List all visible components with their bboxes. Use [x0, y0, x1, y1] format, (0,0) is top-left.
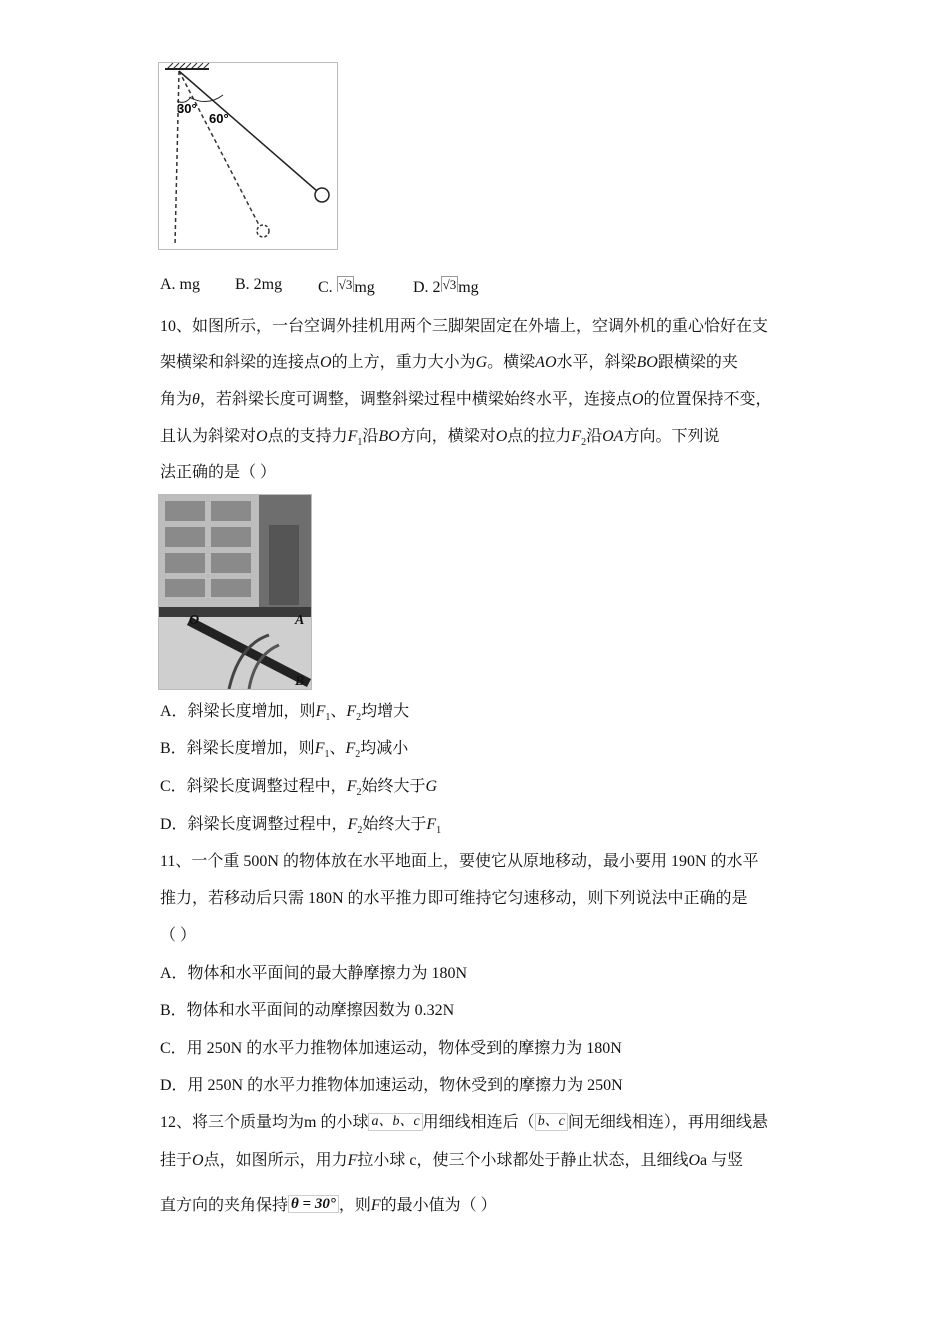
- q12-text: 间无细线相连），再用细线悬: [567, 1114, 768, 1131]
- option-text: 始终大于: [361, 778, 426, 795]
- ac-unit-photo: [159, 495, 311, 689]
- symbol-O: O: [192, 1152, 204, 1169]
- q12-text: 拉小球 c，使三个小球都处于静止状态，且细线: [357, 1152, 689, 1169]
- option-text: 均减小: [360, 740, 409, 757]
- symbol-F: F: [346, 778, 357, 795]
- symbol-F: F: [571, 428, 582, 445]
- q9-option-a: A. mg: [160, 276, 200, 293]
- subscript: 1: [436, 825, 442, 836]
- symbol-BO: BO: [636, 354, 658, 371]
- q12-text: 点，如图所示，用力: [203, 1152, 348, 1169]
- label-O: O: [189, 613, 200, 628]
- q9-option-d-suffix: mg: [458, 279, 479, 296]
- q10-text: 沿: [362, 428, 379, 445]
- q12-text: 挂于: [160, 1152, 193, 1169]
- q11-line1: 11、一个重 500N 的物体放在水平地面上，要使它从原地移动，最小要用 190N 的水平: [160, 853, 759, 870]
- option-text: A．斜梁长度增加，则: [160, 703, 316, 720]
- option-text: 始终大于: [362, 816, 427, 833]
- q10-text: 。横梁: [487, 354, 536, 371]
- symbol-G: G: [475, 354, 488, 371]
- symbol-F: F: [426, 816, 437, 833]
- q12-text: a 与竖: [700, 1152, 744, 1169]
- q9-option-c: [318, 276, 375, 297]
- separator: 、: [330, 703, 347, 720]
- subscript: 2: [581, 437, 587, 448]
- option-text: B．斜梁长度增加，则: [160, 740, 315, 757]
- q9-option-c-prefix: C.: [318, 279, 337, 296]
- label-A: A: [295, 613, 305, 628]
- q10-text: 的位置保持不变，: [643, 391, 772, 408]
- q12-line1: [160, 1112, 768, 1134]
- q11-option-c: C．用 250N 的水平力推物体加速运动，物体受到的摩擦力为 180N: [160, 1040, 622, 1057]
- symbol-O: O: [631, 391, 644, 408]
- q12-text: 直方向的夹角保持: [160, 1197, 289, 1214]
- q11-option-b: B．物体和水平面间的动摩擦因数为 0.32N: [160, 1002, 455, 1019]
- symbol-F: F: [347, 428, 358, 445]
- q9-option-b: B. 2mg: [235, 276, 283, 293]
- symbol-OA: OA: [602, 428, 624, 445]
- q12-line2: [160, 1150, 743, 1172]
- balls-abc-image: a、b、c: [368, 1113, 422, 1131]
- q11-line3: （ ）: [160, 927, 197, 944]
- theta-30-image: θ = 30°: [288, 1195, 339, 1213]
- subscript: 2: [356, 787, 362, 798]
- q11-option-d: D．用 250N 的水平力推物体加速运动，物休受到的摩擦力为 250N: [160, 1077, 623, 1094]
- q10-option-c: [160, 776, 437, 804]
- q10-text: 点的拉力: [507, 428, 572, 445]
- q9-option-d: [413, 276, 479, 297]
- symbol-AO: AO: [535, 354, 557, 371]
- q10-text: 沿: [586, 428, 603, 445]
- subscript: 2: [357, 825, 363, 836]
- q10-text: 的上方，重力大小为: [331, 354, 476, 371]
- q12-text: 的最小值为（ ）: [380, 1197, 497, 1214]
- label-B: B: [295, 674, 305, 689]
- symbol-O: O: [495, 428, 508, 445]
- subscript: 2: [356, 712, 362, 723]
- q12-line3: [160, 1195, 497, 1217]
- q10-option-d: [160, 814, 441, 842]
- q12-text: 12、将三个质量均为m 的小球: [160, 1114, 369, 1131]
- symbol-O: O: [256, 428, 268, 445]
- q10-text: 方向。下列说: [623, 428, 720, 445]
- q10-option-a: [160, 701, 409, 729]
- q9-option-d-prefix: D. 2: [413, 279, 441, 296]
- q9-option-d-root: 3: [449, 277, 457, 292]
- q10-text: 方向，横梁对: [399, 428, 496, 445]
- separator: 、: [329, 740, 346, 757]
- symbol-O: O: [320, 354, 332, 371]
- pendulum-figure: [158, 62, 338, 250]
- q10-text: 水平，斜梁: [556, 354, 637, 371]
- balls-bc-image: b、c: [535, 1113, 568, 1131]
- q9-option-c-root: 3: [345, 277, 353, 292]
- symbol-F: F: [347, 816, 358, 833]
- symbol-F: F: [314, 740, 325, 757]
- subscript: 1: [357, 437, 363, 448]
- q10-line2: [160, 352, 738, 374]
- ac-unit-figure: [158, 494, 312, 690]
- symbol-F: F: [347, 1152, 358, 1169]
- symbol-F: F: [315, 703, 326, 720]
- option-text: D．斜梁长度调整过程中，: [160, 816, 348, 833]
- q10-line4: [160, 426, 719, 454]
- angle-30-label: 30°: [177, 101, 197, 116]
- symbol-theta: θ: [192, 391, 200, 408]
- angle-60-label: 60°: [209, 111, 229, 126]
- q10-text: 角为: [160, 391, 193, 408]
- q10-text: 且认为斜梁对: [160, 428, 257, 445]
- q10-line3: [160, 389, 771, 411]
- symbol-F: F: [370, 1197, 381, 1214]
- q10-line5: 法正确的是（ ）: [160, 464, 277, 481]
- q9-option-c-suffix: mg: [354, 279, 375, 296]
- sqrt-symbol: √3: [338, 277, 353, 292]
- q10-text: ，若斜梁长度可调整，调整斜梁过程中横梁始终水平，连接点: [199, 391, 632, 408]
- subscript: 1: [324, 749, 330, 760]
- pendulum-diagram: [159, 63, 337, 249]
- subscript: 1: [325, 712, 331, 723]
- q10-text: 点的支持力: [267, 428, 348, 445]
- q10-line1: 10、如图所示，一台空调外挂机用两个三脚架固定在外墙上，空调外机的重心恰好在支: [160, 318, 769, 335]
- q11-option-a: A．物体和水平面间的最大静摩擦力为 180N: [160, 965, 468, 982]
- q12-text: 用细线相连后（: [422, 1114, 535, 1131]
- q10-text: 跟横梁的夹: [657, 354, 738, 371]
- symbol-F: F: [346, 703, 357, 720]
- q12-text: ，则: [338, 1197, 371, 1214]
- symbol-BO: BO: [378, 428, 400, 445]
- subscript: 2: [355, 749, 361, 760]
- symbol-G: G: [425, 778, 438, 795]
- option-text: C．斜梁长度调整过程中，: [160, 778, 347, 795]
- symbol-F: F: [345, 740, 356, 757]
- sqrt-symbol: √3: [442, 277, 457, 292]
- q10-option-b: [160, 738, 408, 766]
- q10-text: 架横梁和斜梁的连接点: [160, 354, 321, 371]
- option-text: 均增大: [361, 703, 410, 720]
- symbol-O: O: [688, 1152, 701, 1169]
- q11-line2: 推力，若移动后只需 180N 的水平推力即可维持它匀速移动，则下列说法中正确的是: [160, 890, 748, 907]
